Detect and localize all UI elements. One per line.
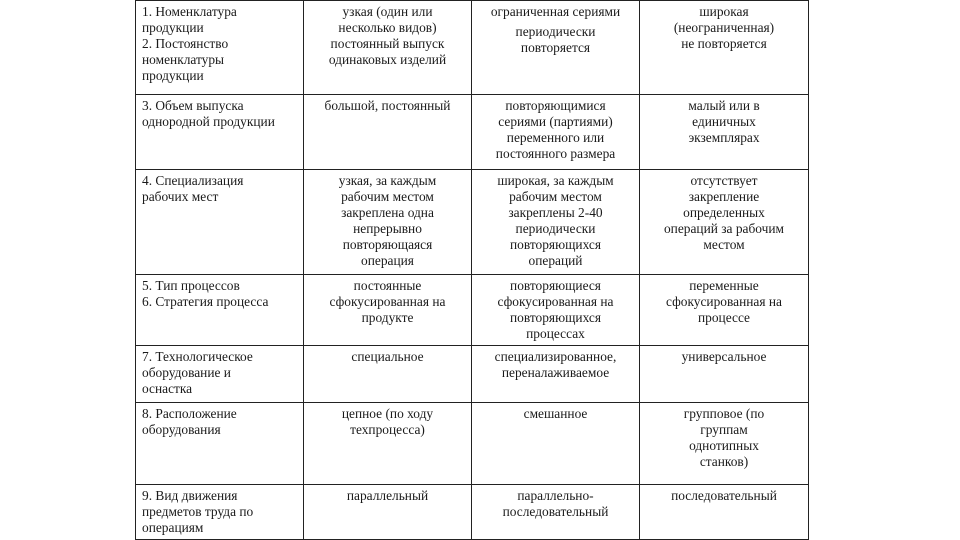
cell-text-line: постоянного размера (495, 146, 616, 161)
table-cell (640, 346, 809, 403)
table-cell (640, 275, 809, 346)
table-cell (304, 95, 472, 170)
table-row (136, 95, 809, 170)
row-header-cell (136, 346, 304, 403)
cell-text-line: переменные (689, 278, 759, 293)
cell-text-line: переналаживаемое (501, 365, 610, 380)
table-cell (640, 485, 809, 540)
table-cell (472, 170, 640, 275)
table-cell (472, 275, 640, 346)
table-cell (472, 1, 640, 95)
cell-text-line: однотипных (689, 438, 759, 453)
cell-text-line: 3. Объем выпуска (142, 98, 244, 113)
cell-text-line: одинаковых изделий (328, 52, 447, 67)
cell-text-line: номенклатуры (142, 52, 225, 67)
cell-text-line: 5. Тип процессов (142, 278, 240, 293)
cell-text-line: постоянный выпуск (330, 36, 445, 51)
table-cell (304, 1, 472, 95)
cell-text-line: рабочим местом (341, 189, 434, 204)
cell-text-line: специализированное, (494, 349, 617, 364)
cell-text-line: универсальное (681, 349, 767, 364)
cell-text-line: повторяющихся (510, 237, 601, 252)
cell-text-line: повторяющиеся (510, 278, 601, 293)
cell-text-line: операциям (142, 520, 204, 535)
cell-text-line: цепное (по ходу (341, 406, 434, 421)
cell-text-line: сфокусированная на (329, 294, 446, 309)
cell-text-line: сфокусированная на (497, 294, 614, 309)
cell-text-line: станков) (699, 454, 749, 469)
row-header-cell (136, 95, 304, 170)
table-row (136, 485, 809, 540)
cell-text-line: 4. Специализация (142, 173, 244, 188)
cell-text-line: повторяющаяся (342, 237, 433, 252)
cell-text-line: продукте (361, 310, 414, 325)
table-row (136, 275, 809, 346)
cell-text-line: продукции (142, 20, 204, 35)
table-cell (472, 403, 640, 485)
cell-text-line: смешанное (523, 406, 588, 421)
cell-text-line: большой, постоянный (324, 98, 451, 113)
cell-text-line: закреплена одна (341, 205, 434, 220)
cell-text-line: параллельно- (517, 488, 594, 503)
cell-text-line: оборудование и (142, 365, 231, 380)
row-header-cell (136, 1, 304, 95)
cell-text-line: непрерывно (353, 221, 422, 236)
table-cell (304, 485, 472, 540)
cell-text-line: операций (528, 253, 583, 268)
table-cell (472, 95, 640, 170)
table-cell (304, 346, 472, 403)
table-row (136, 1, 809, 95)
cell-text-line: переменного или (506, 130, 605, 145)
table-cell (304, 275, 472, 346)
cell-text-line: закрепление (688, 189, 760, 204)
table-row (136, 170, 809, 275)
row-header-cell (136, 403, 304, 485)
cell-text-line: единичных (692, 114, 756, 129)
cell-text-line: повторяющимися (505, 98, 606, 113)
cell-text-line: 7. Технологическое (142, 349, 253, 364)
cell-text-line: рабочих мест (142, 189, 219, 204)
cell-text-line: экземплярах (688, 130, 760, 145)
cell-text-line: ограниченная сериями (490, 4, 621, 19)
cell-text-line: рабочим местом (509, 189, 602, 204)
cell-text-line: периодически (515, 24, 596, 39)
cell-text-line: отсутствует (690, 173, 758, 188)
cell-text-line: узкая, за каждым (338, 173, 437, 188)
production-types-table (135, 0, 809, 540)
table-row (136, 346, 809, 403)
cell-text-line: закреплены 2-40 (508, 205, 603, 220)
cell-text-line: 2. Постоянство (142, 36, 229, 51)
cell-text-line: периодически (515, 221, 596, 236)
cell-text-line: 8. Расположение (142, 406, 237, 421)
cell-text-line: 9. Вид движения (142, 488, 238, 503)
cell-text-line: процессах (526, 326, 585, 341)
cell-text-line: широкая (699, 4, 749, 19)
cell-text-line: местом (703, 237, 745, 252)
cell-text-line: несколько видов) (338, 20, 437, 35)
cell-text-line: специальное (351, 349, 424, 364)
cell-text-line: операций за рабочим (663, 221, 785, 236)
cell-text-line: малый или в (688, 98, 760, 113)
table-cell (472, 485, 640, 540)
cell-text-line: группам (700, 422, 748, 437)
cell-text-line: однородной продукции (142, 114, 275, 129)
cell-text-line: операция (361, 253, 414, 268)
cell-text-line: параллельный (346, 488, 429, 503)
cell-text-line: широкая, за каждым (497, 173, 614, 188)
cell-text-line: 1. Номенклатура (142, 4, 237, 19)
cell-text-line: определенных (683, 205, 765, 220)
cell-text-line: последовательный (502, 504, 609, 519)
cell-text-line: оборудования (142, 422, 221, 437)
table-cell (472, 346, 640, 403)
table-cell (304, 403, 472, 485)
cell-text-line: техпроцесса) (350, 422, 425, 437)
cell-text-line: предметов труда по (142, 504, 254, 519)
cell-text-line: процессе (698, 310, 750, 325)
table-cell (640, 170, 809, 275)
row-header-cell (136, 485, 304, 540)
table-cell (304, 170, 472, 275)
table-row (136, 403, 809, 485)
cell-text-line: групповое (по (683, 406, 765, 421)
row-header-cell (136, 275, 304, 346)
cell-text-line: сфокусированная на (666, 294, 782, 309)
table-cell (640, 1, 809, 95)
table-cell (640, 403, 809, 485)
cell-text-line: (неограниченная) (673, 20, 775, 35)
table-cell (640, 95, 809, 170)
cell-text-line: постоянные (353, 278, 422, 293)
cell-text-line: повторяется (520, 40, 591, 55)
cell-text-line: оснастка (142, 381, 193, 396)
cell-text-line: повторяющихся (510, 310, 601, 325)
cell-text-line: не повторяется (681, 36, 767, 51)
cell-text-line: последовательный (671, 488, 777, 503)
cell-text-line: узкая (один или (342, 4, 433, 19)
cell-text-line: 6. Стратегия процесса (142, 294, 269, 309)
cell-text-line: продукции (142, 68, 204, 83)
row-header-cell (136, 170, 304, 275)
cell-text-line: сериями (партиями) (498, 114, 613, 129)
